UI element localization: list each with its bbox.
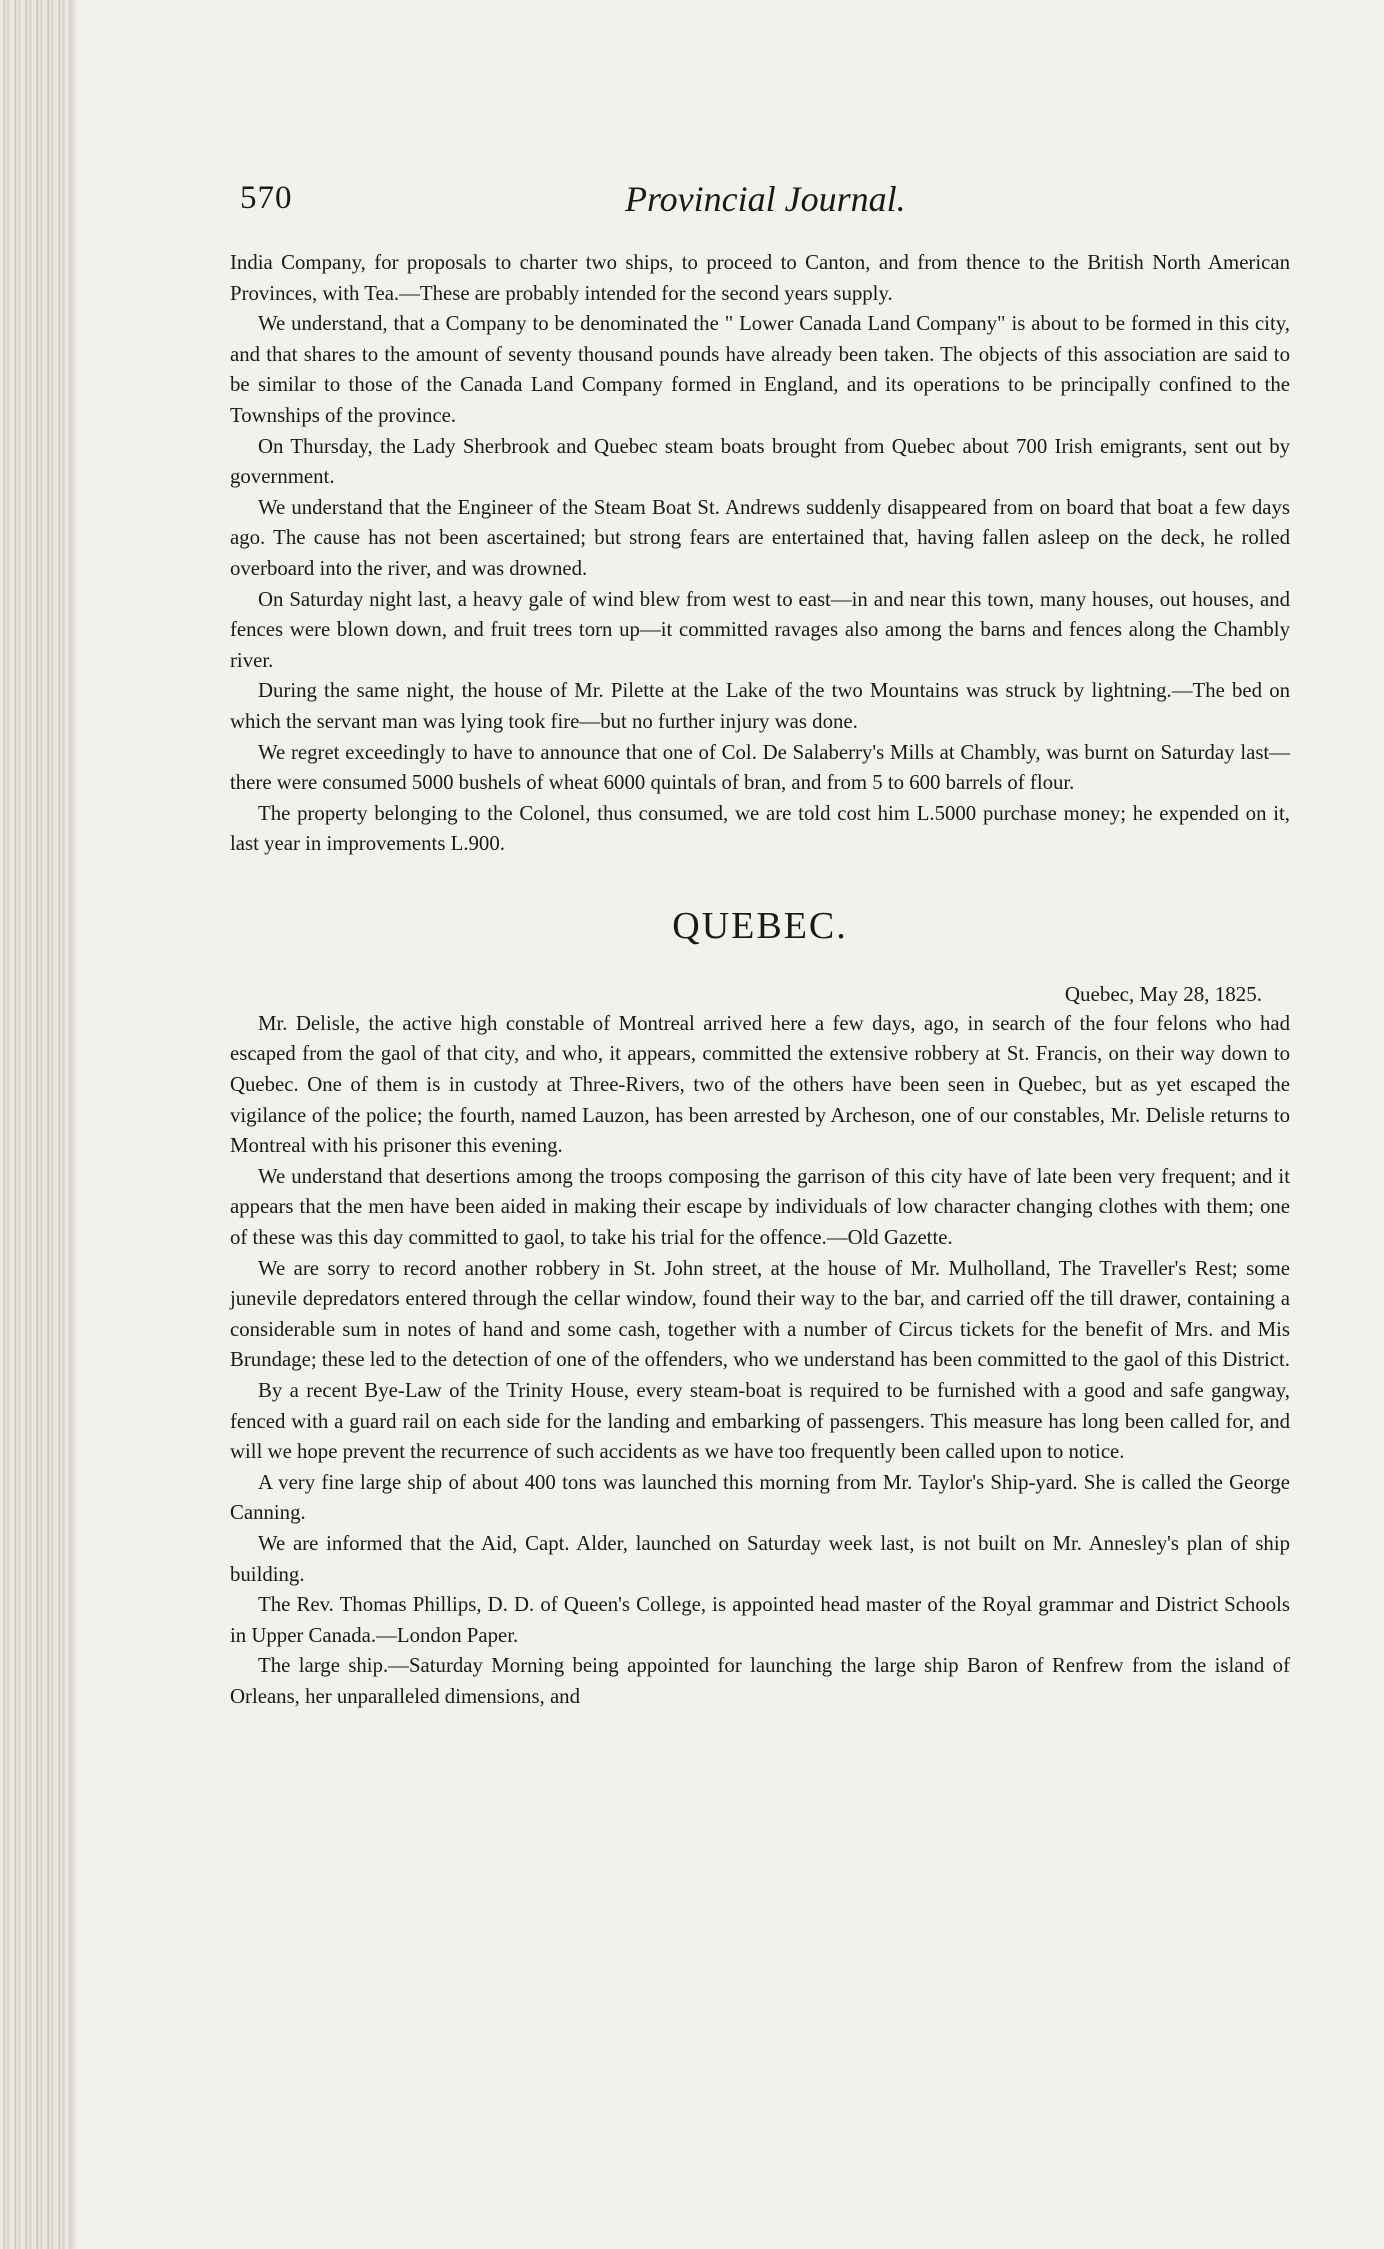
paragraph-phillips: The Rev. Thomas Phillips, D. D. of Queen's College, is appointed head master of the Royal grammar and District Schools in Upper Canada.—London Paper. bbox=[230, 1593, 1290, 1647]
paragraph-engineer: We understand that the Engineer of the Steam Boat St. Andrews suddenly disappeared from on board that boat a few days ago. The cause has not been ascertained; but strong fears are entertained that, having fallen asleep on the deck, he rolled overboard into the river, and was drowned. bbox=[230, 495, 1290, 580]
paragraph-delisle: Mr. Delisle, the active high constable of Montreal arrived here a few days, ago, in search of the four felons who had escaped from the gaol of that city, and who, it appears, committed the extensive robbery at St. Francis, on their way down to Quebec. One of them is in custody at Three-Rivers, two of the others have been seen in Quebec, but as yet escaped the vigilance of the police; the fourth, named Lauzon, has been arrested by Archeson, one of our constables, Mr. Delisle returns to Montreal with his prisoner this evening. bbox=[230, 1011, 1290, 1158]
book-binding-edge bbox=[0, 0, 70, 2249]
paragraph-large-ship: The large ship.—Saturday Morning being appointed for launching the large ship Baron of Renfrew from the island of Orleans, her unparalleled dimensions, and bbox=[230, 1654, 1290, 1708]
paragraph-aid: We are informed that the Aid, Capt. Alder, launched on Saturday week last, is not built on Mr. Annesley's plan of ship building. bbox=[230, 1531, 1290, 1586]
paragraph-india-company: India Company, for proposals to charter two ships, to proceed to Canton, and from thence to the British North American Provinces, with Tea.—These are probably intended for the second years supply. bbox=[230, 251, 1290, 305]
paragraph-lightning: During the same night, the house of Mr. Pilette at the Lake of the two Mountains was struck by lightning.—The bed on which the servant man was lying took fire—but no further injury was done. bbox=[230, 679, 1290, 733]
paragraph-gale: On Saturday night last, a heavy gale of wind blew from west to east—in and near this town, many houses, out houses, and fences were blown down, and fruit trees torn up—it committed ravages also among the barns and fences along the Chambly river. bbox=[230, 587, 1290, 672]
paragraph-mills-fire: We regret exceedingly to have to announce that one of Col. De Salaberry's Mills at Chambly, was burnt on Saturday last—there were consumed 5000 bushels of wheat 6000 quintals of bran, and from 5 to 600 barrels of flour. bbox=[230, 740, 1290, 795]
paragraph-land-company: We understand, that a Company to be denominated the " Lower Canada Land Company" is about to be formed in this city, and that shares to the amount of seventy thousand pounds have already been taken. The objects of this association are said to be similar to those of the Canada Land Company formed in England, and its operations to be principally confined to the Townships of the province. bbox=[230, 312, 1290, 427]
paragraph-bye-law: By a recent Bye-Law of the Trinity House, every steam-boat is required to be furnished with a good and safe gangway, fenced with a guard rail on each side for the landing and embarking of passengers. This measure has long been called for, and will we hope prevent the recurrence of such accidents as we have too frequently been called upon to notice. bbox=[230, 1379, 1290, 1464]
running-title: Provincial Journal. bbox=[625, 179, 906, 219]
page-header bbox=[230, 170, 1290, 248]
paragraph-property-cost: The property belonging to the Colonel, thus consumed, we are told cost him L.5000 purchase money; he expended on it, last year in improvements L.900. bbox=[230, 801, 1290, 856]
page-number: 570 bbox=[240, 180, 293, 216]
paragraph-ship-launch: A very fine large ship of about 400 tons was launched this morning from Mr. Taylor's Ship-yard. She is called the George Canning. bbox=[230, 1470, 1290, 1525]
paragraph-desertions: We understand that desertions among the troops composing the garrison of this city have of late been very frequent; and it appears that the men have been aided in making their escape by individuals of low character changing clothes with them; one of these was this day committed to gaol, to take his trial for the offence.—Old Gazette. bbox=[230, 1164, 1290, 1250]
journal-page bbox=[230, 170, 1290, 2210]
section-title: QUEBEC. bbox=[672, 904, 848, 947]
paragraph-robbery: We are sorry to record another robbery in St. John street, at the house of Mr. Mulholland, The Traveller's Rest; some junevile depredators entered through the cellar window, found their way to the bar, and carried off the till drawer, containing a considerable sum in notes of hand and some cash, together with a number of Circus tickets for the benefit of Mrs. and Mis Brundage; these led to the detection of one of the offenders, who we understand has been committed to the gaol of this District. bbox=[230, 1256, 1290, 1372]
paragraph-emigrants: On Thursday, the Lady Sherbrook and Quebec steam boats brought from Quebec about 700 Irish emigrants, sent out by government. bbox=[230, 434, 1290, 489]
dateline: Quebec, May 28, 1825. bbox=[1064, 981, 1262, 1006]
